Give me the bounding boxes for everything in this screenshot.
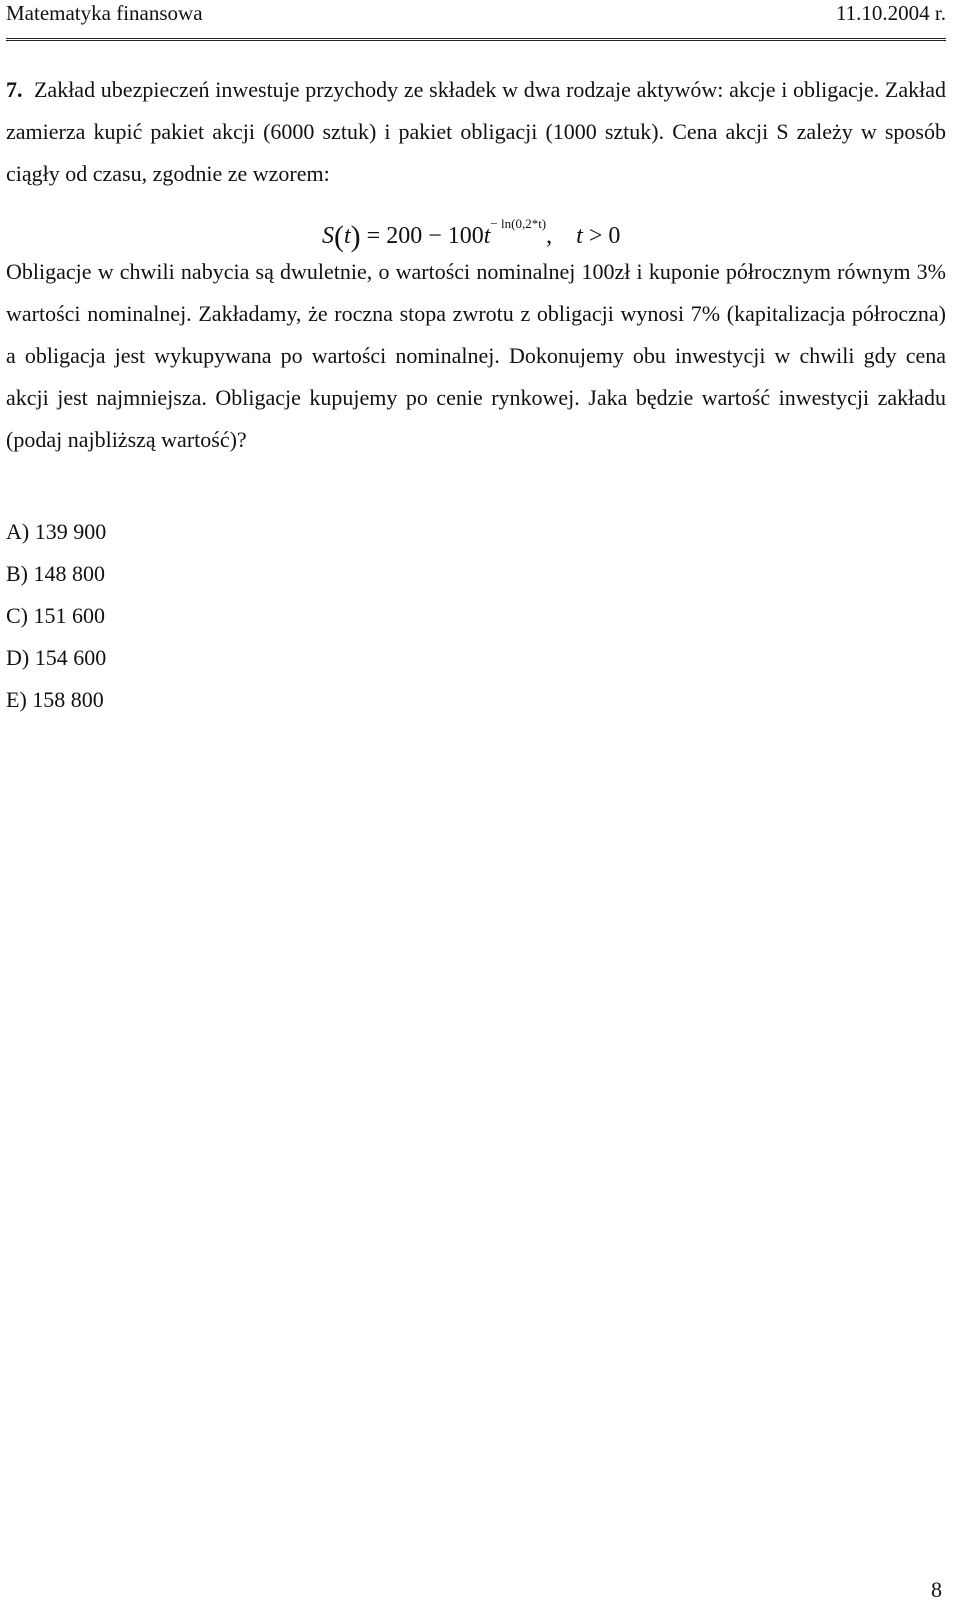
formula-exponent: − ln(0,2*t) bbox=[490, 216, 547, 231]
answer-option-a: A) 139 900 bbox=[6, 519, 107, 544]
problem-intro bbox=[6, 69, 946, 195]
formula-expression: $S(t) = 200 - 100t^{- ln(0,2*t)}$, t > 0 bbox=[322, 216, 621, 253]
header-title: Matematyka finansowa bbox=[6, 1, 203, 25]
answer-option-e: E) 158 800 bbox=[6, 687, 104, 712]
formula-lhs-var: t bbox=[344, 223, 351, 249]
formula-rhs-var: t bbox=[483, 223, 491, 249]
answer-option-b: B) 148 800 bbox=[6, 561, 105, 586]
problem-body: Obligacje w chwili nabycia są dwuletnie, o wartości nominalnej 100zł i kuponie półrocznym równym 3% wartości nominalnej. Zakładamy, że roczna stopa zwrotu z obligacji wynosi 7% (kapitalizacja półroczna) a obligacja jest wykupywana po wartości nominalnej. Dokonujemy obu inwestycji w chwili gdy cena akcji jest najmniejsza. Obligacje kupujemy po cenie rynkowej. Jaka będzie wartość inwestycji zakładu (podaj najbliższą wartość)? bbox=[6, 259, 946, 452]
formula-condition-rest: > 0 bbox=[588, 223, 621, 249]
problem-7 bbox=[6, 69, 946, 461]
price-formula bbox=[6, 195, 946, 251]
problem-number: 7. bbox=[6, 77, 23, 102]
formula-condition-var: t bbox=[576, 223, 583, 249]
page-header bbox=[6, 0, 946, 34]
answer-options bbox=[6, 511, 106, 721]
page-number: 8 bbox=[931, 1577, 942, 1602]
answer-option-d: D) 154 600 bbox=[6, 645, 107, 670]
header-date: 11.10.2004 r. bbox=[835, 1, 946, 25]
header-divider bbox=[6, 38, 946, 41]
answer-option-c: C) 151 600 bbox=[6, 603, 105, 628]
problem-intro-text: Zakład ubezpieczeń inwestuje przychody ze składek w dwa rodzaje aktywów: akcje i obligacje. Zakład zamierza kupić pakiet akcji (6000 sztuk) i pakiet obligacji (1000 sztuk). Cena akcji S zależy w sposób ciągły od czasu, zgodnie ze wzorem: bbox=[6, 77, 947, 186]
formula-lhs-fn: S bbox=[322, 223, 334, 249]
formula-rhs-const: = 200 − 100 bbox=[366, 223, 484, 249]
